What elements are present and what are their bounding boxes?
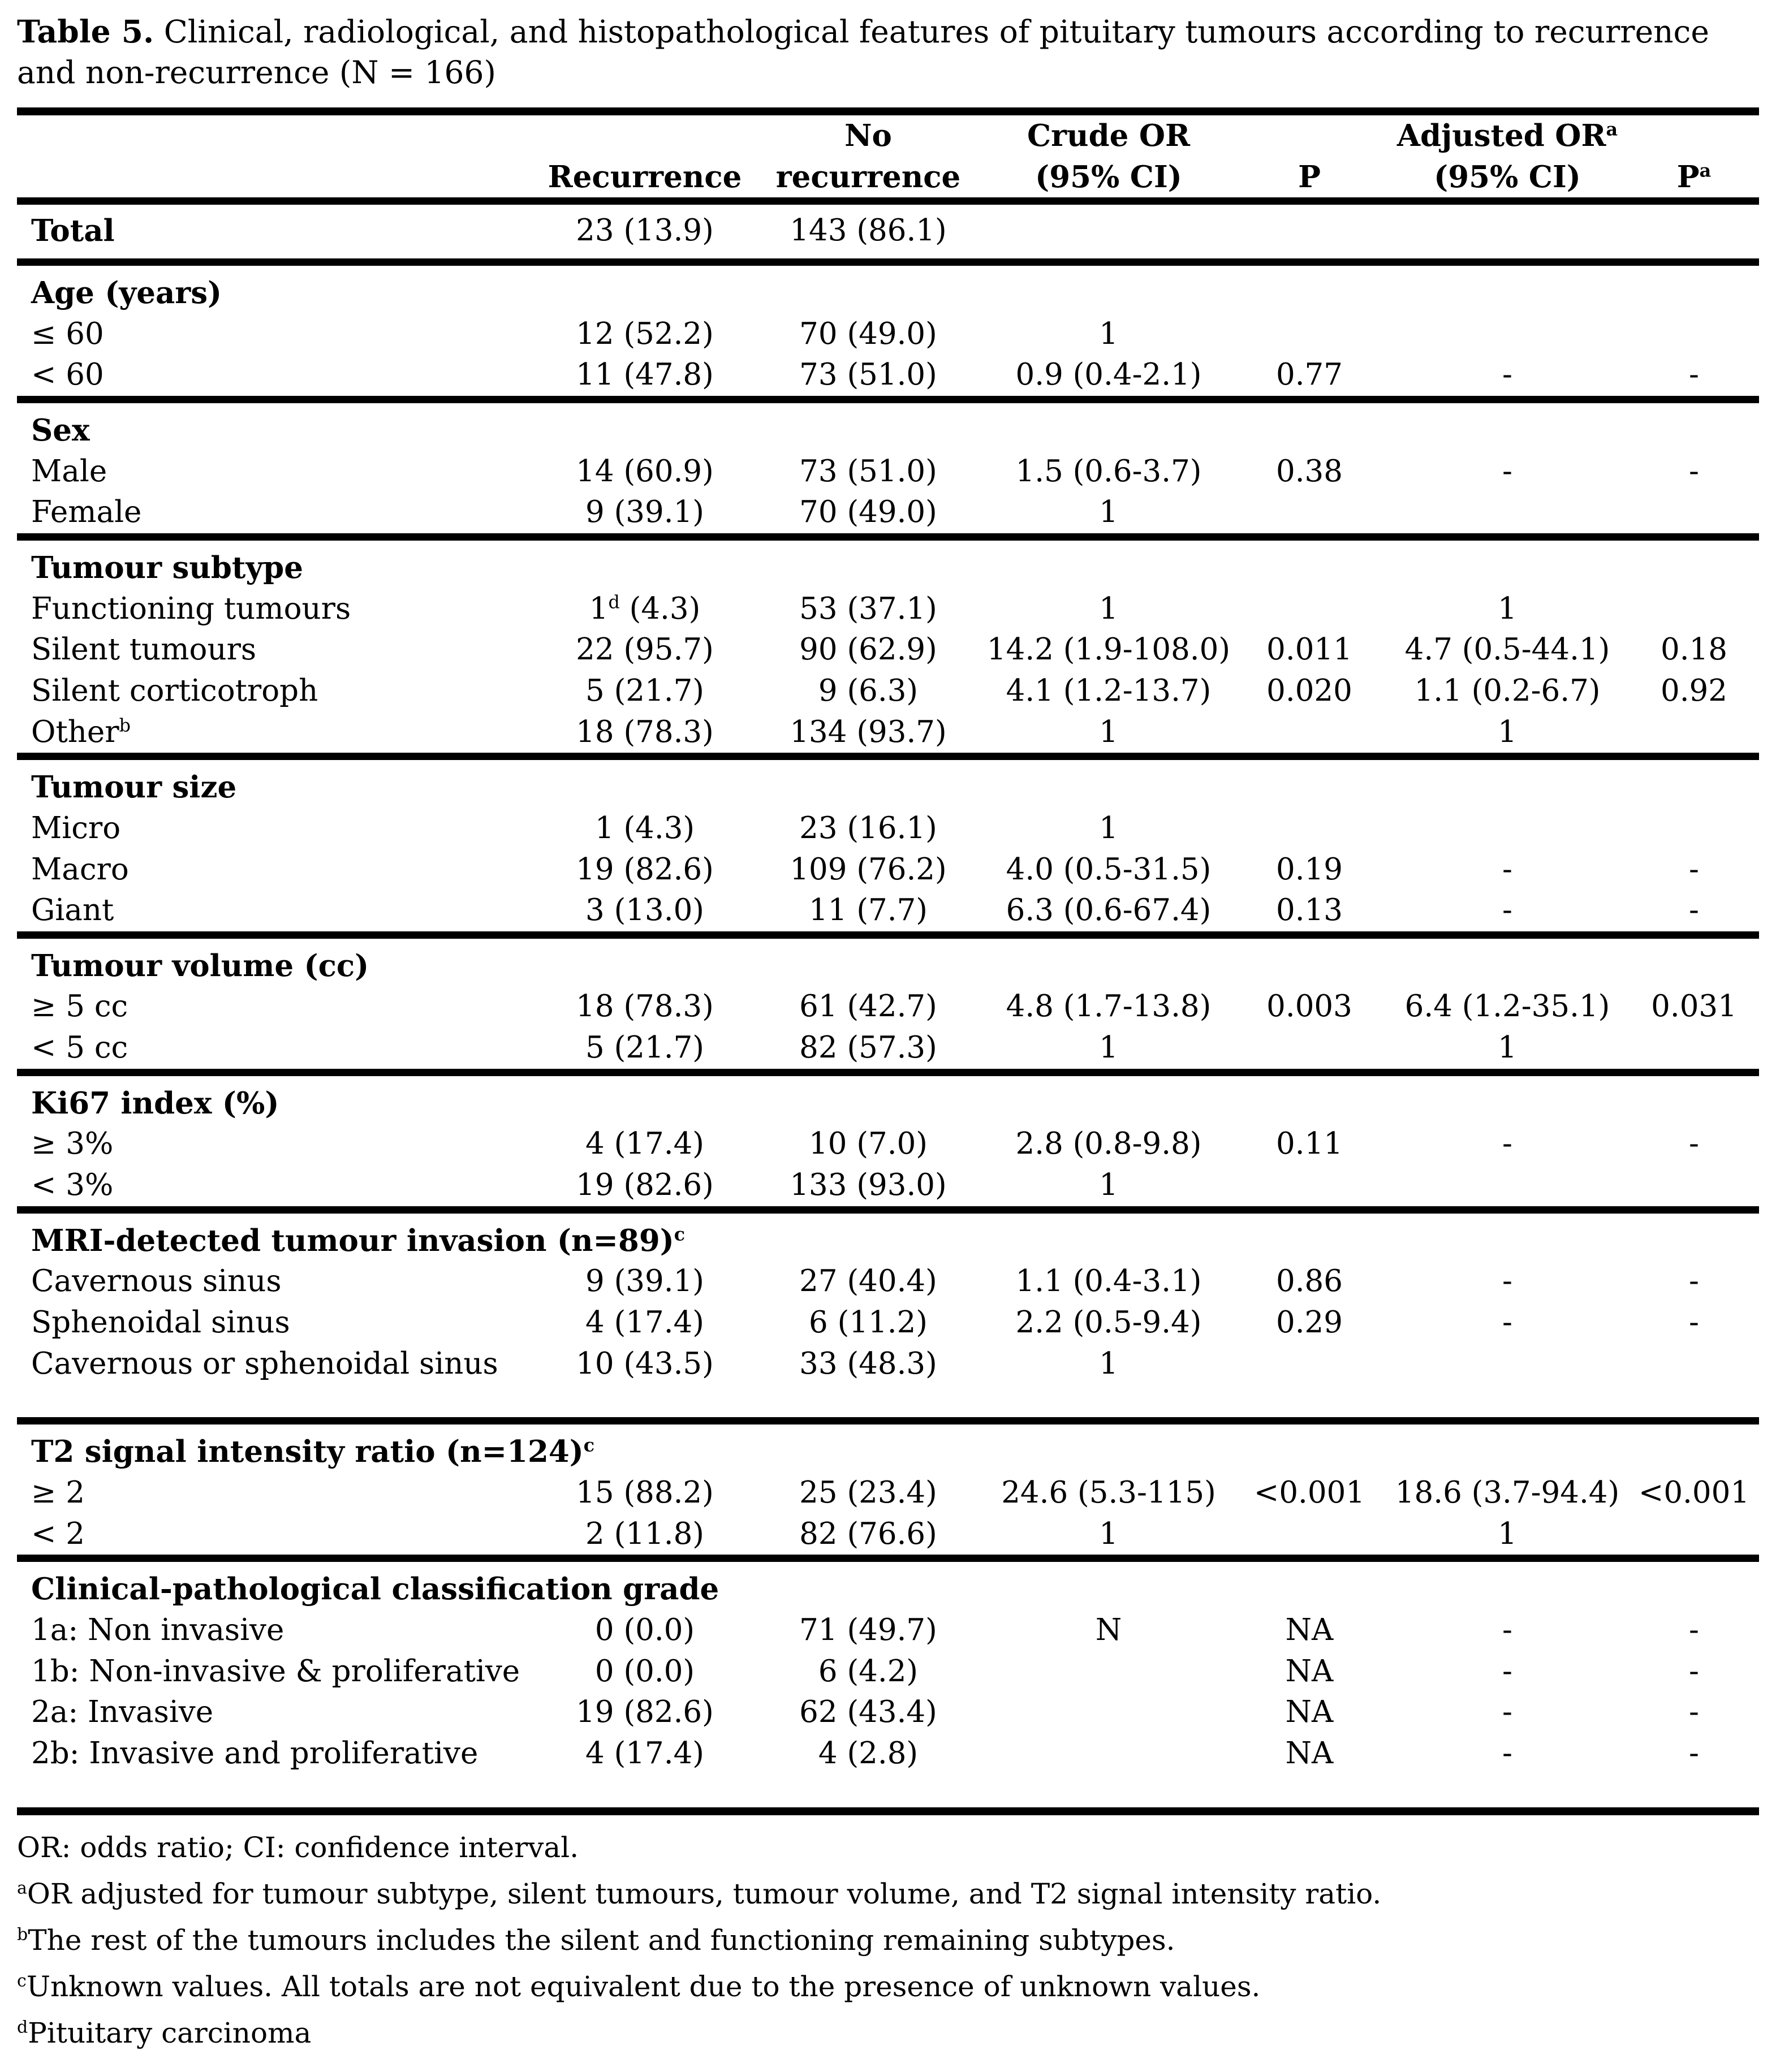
cell-p-adjusted (1629, 1344, 1759, 1421)
cell-adjusted-or: - (1502, 893, 1512, 928)
section-age (17, 262, 1759, 399)
cell-feature: Cavernous or sphenoidal sinus (31, 1346, 498, 1381)
section-header-classification: Clinical-pathological classification grade (31, 1572, 719, 1607)
column-header-no-recurrence-line2: recurrence (775, 159, 961, 195)
cell-p-adjusted: 0.031 (1651, 989, 1737, 1024)
section-header-row (17, 537, 1759, 588)
cell-adjusted-or (1386, 201, 1629, 262)
cell-adjusted-or: 18.6 (3.7-94.4) (1395, 1475, 1620, 1510)
cell-feature: Sphenoidal sinus (31, 1305, 290, 1340)
cell-crude-or (984, 201, 1233, 262)
cell-recurrence: 11 (47.8) (576, 357, 714, 392)
cell-p-value: 0.77 (1275, 357, 1343, 392)
cell-p-adjusted (1629, 492, 1759, 537)
cell-feature: Total (31, 213, 115, 249)
cell-feature: 1a: Non invasive (31, 1613, 284, 1647)
table-header (17, 111, 1759, 201)
cell-adjusted-or (1386, 492, 1629, 537)
cell-recurrence: 1$^d$ (4.3) (589, 591, 701, 626)
cell-crude-or (984, 1651, 1233, 1693)
cell-no-recurrence: 23 (16.1) (799, 810, 937, 845)
cell-crude-or: 1.5 (0.6-3.7) (1015, 454, 1202, 489)
cell-p-value (1233, 712, 1386, 757)
cell-feature: Giant (31, 893, 114, 928)
cell-recurrence: 5 (21.7) (585, 1030, 704, 1065)
table-row (17, 1651, 1759, 1693)
section-total (17, 201, 1759, 262)
cell-adjusted-or: - (1502, 852, 1512, 887)
cell-crude-or (984, 1692, 1233, 1733)
section-header-row (17, 757, 1759, 808)
cell-crude-or: 6.3 (0.6-67.4) (1006, 893, 1212, 928)
cell-p-adjusted (1629, 589, 1759, 630)
cell-adjusted-or: - (1502, 1654, 1512, 1689)
table-row (17, 1344, 1759, 1421)
column-header-p-adjusted-line1 (1629, 111, 1759, 157)
cell-feature: Cavernous sinus (31, 1264, 282, 1299)
column-header-no-recurrence-line1: No (844, 118, 892, 153)
section-header-tumour-size: Tumour size (31, 770, 237, 805)
section-ki67-index (17, 1072, 1759, 1210)
cell-crude-or: 4.0 (0.5-31.5) (1006, 852, 1212, 887)
cell-p-value: NA (1285, 1654, 1334, 1689)
cell-p-adjusted: - (1689, 357, 1699, 392)
footnote: $^b$The rest of the tumours includes the silent and functioning remaining subtypes. (17, 1923, 1175, 1957)
cell-p-value: 0.86 (1275, 1264, 1343, 1299)
footnote: $^a$OR adjusted for tumour subtype, silent tumours, tumour volume, and T2 signal intensity ratio. (17, 1877, 1382, 1910)
table-row (17, 451, 1759, 493)
cell-p-value: <0.001 (1253, 1475, 1365, 1510)
cell-no-recurrence: 70 (49.0) (799, 495, 937, 530)
cell-no-recurrence: 71 (49.7) (799, 1613, 937, 1647)
table-caption-label: Table 5. (17, 13, 154, 50)
column-header-recurrence-line2: Recurrence (548, 159, 742, 195)
cell-no-recurrence: 134 (93.7) (790, 714, 947, 749)
cell-p-value (1233, 1165, 1386, 1210)
cell-adjusted-or (1386, 1344, 1629, 1421)
table-row (17, 201, 1759, 262)
table-caption-text: Clinical, radiological, and histopathological features of pituitary tumours according to recurrence and non-recurrence (N = 166) (17, 14, 1709, 90)
section-header-row (17, 935, 1759, 986)
cell-adjusted-or: - (1502, 1126, 1512, 1162)
cell-crude-or: 2.2 (0.5-9.4) (1015, 1305, 1202, 1340)
table-row (17, 492, 1759, 537)
cell-p-adjusted: <0.001 (1638, 1475, 1750, 1510)
table-row (17, 890, 1759, 935)
header-row-line2 (17, 157, 1759, 201)
cell-p-value (1233, 589, 1386, 630)
column-header-crude-or-line1: Crude OR (1027, 118, 1191, 153)
table-row (17, 1733, 1759, 1811)
cell-recurrence: 0 (0.0) (594, 1654, 695, 1689)
cell-no-recurrence: 11 (7.7) (809, 893, 928, 928)
cell-p-value: 0.003 (1266, 989, 1352, 1024)
cell-feature: < 60 (31, 357, 104, 392)
section-header-row (17, 1559, 1759, 1610)
cell-p-value: 0.13 (1275, 893, 1343, 928)
cell-no-recurrence: 9 (6.3) (818, 673, 919, 708)
cell-no-recurrence: 62 (43.4) (799, 1695, 937, 1730)
cell-crude-or: 4.8 (1.7-13.8) (1006, 989, 1212, 1024)
cell-no-recurrence: 73 (51.0) (799, 357, 937, 392)
cell-no-recurrence: 82 (76.6) (799, 1516, 937, 1551)
cell-adjusted-or: - (1502, 1305, 1512, 1340)
column-header-feature-line2 (17, 157, 537, 201)
cell-p-value (1233, 1514, 1386, 1559)
cell-crude-or: 2.8 (0.8-9.8) (1015, 1126, 1202, 1162)
column-header-p-value-line1 (1233, 111, 1386, 157)
table-row (17, 314, 1759, 355)
cell-p-value: 0.020 (1266, 673, 1352, 708)
cell-p-value: 0.29 (1275, 1305, 1343, 1340)
cell-crude-or: 1 (1099, 1168, 1118, 1203)
section-header-age: Age (years) (31, 275, 222, 310)
cell-p-value: NA (1285, 1736, 1334, 1771)
cell-no-recurrence: 133 (93.0) (790, 1168, 947, 1203)
cell-recurrence: 15 (88.2) (576, 1475, 714, 1510)
footnote: $^d$Pituitary carcinoma (17, 2016, 312, 2049)
cell-adjusted-or: 4.7 (0.5-44.1) (1404, 632, 1610, 667)
cell-p-adjusted: - (1689, 1613, 1699, 1647)
cell-p-value: 0.19 (1275, 852, 1343, 887)
cell-no-recurrence: 10 (7.0) (809, 1126, 928, 1162)
cell-feature: < 5 cc (31, 1030, 128, 1065)
table-row (17, 1302, 1759, 1344)
cell-no-recurrence: 4 (2.8) (818, 1736, 919, 1771)
cell-adjusted-or: - (1502, 454, 1512, 489)
cell-recurrence: 10 (43.5) (576, 1346, 714, 1381)
column-header-p-value-line2: P (1298, 159, 1321, 195)
section-t2-ratio (17, 1421, 1759, 1559)
cell-adjusted-or: - (1502, 1264, 1512, 1299)
column-header-adjusted-or-line1: Adjusted $OR^a$ (1396, 118, 1618, 153)
section-tumour-subtype (17, 537, 1759, 756)
cell-crude-or: 1 (1099, 1030, 1118, 1065)
cell-p-adjusted: - (1689, 852, 1699, 887)
cell-p-adjusted: 0.18 (1660, 632, 1727, 667)
cell-feature: ≥ 3% (31, 1126, 114, 1162)
cell-feature: < 2 (31, 1516, 85, 1551)
cell-p-adjusted (1629, 712, 1759, 757)
cell-recurrence: 22 (95.7) (576, 632, 714, 667)
cell-adjusted-or (1386, 314, 1629, 355)
cell-feature: ≥ 2 (31, 1475, 85, 1510)
cell-recurrence: 5 (21.7) (585, 673, 704, 708)
cell-adjusted-or: 6.4 (1.2-35.1) (1404, 989, 1610, 1024)
cell-crude-or: 0.9 (0.4-2.1) (1015, 357, 1202, 392)
table-row (17, 1028, 1759, 1072)
cell-crude-or: 1 (1099, 1346, 1118, 1381)
section-header-row (17, 1210, 1759, 1261)
cell-crude-or: 1 (1099, 591, 1118, 626)
cell-p-adjusted: - (1689, 454, 1699, 489)
section-header-tumour-volume: Tumour volume (cc) (31, 948, 369, 983)
cell-p-adjusted: - (1689, 1264, 1699, 1299)
cell-p-adjusted: - (1689, 1654, 1699, 1689)
cell-p-adjusted (1629, 1514, 1759, 1559)
cell-crude-or: 14.2 (1.9-108.0) (986, 632, 1231, 667)
cell-crude-or: 1 (1099, 1516, 1118, 1551)
cell-p-adjusted (1629, 314, 1759, 355)
cell-feature: 2b: Invasive and proliferative (31, 1736, 479, 1771)
cell-crude-or: 1 (1099, 316, 1118, 351)
table-row (17, 1124, 1759, 1165)
cell-adjusted-or (1386, 808, 1629, 849)
cell-recurrence: 4 (17.4) (585, 1736, 704, 1771)
cell-adjusted-or: - (1502, 1613, 1512, 1647)
cell-p-value: 0.38 (1275, 454, 1343, 489)
cell-crude-or: 24.6 (5.3-115) (1001, 1475, 1216, 1510)
table-row (17, 671, 1759, 712)
cell-p-value (1233, 492, 1386, 537)
table-row (17, 1514, 1759, 1559)
table-row (17, 629, 1759, 671)
cell-no-recurrence: 90 (62.9) (799, 632, 937, 667)
cell-feature: Macro (31, 852, 129, 887)
cell-feature: ≤ 60 (31, 316, 104, 351)
cell-no-recurrence: 6 (4.2) (818, 1654, 919, 1689)
cell-recurrence: 19 (82.6) (576, 852, 714, 887)
cell-no-recurrence: 61 (42.7) (799, 989, 937, 1024)
column-header-adjusted-or-line2: (95% CI) (1434, 159, 1581, 195)
table-row (17, 355, 1759, 399)
table-row (17, 712, 1759, 757)
cell-recurrence: 4 (17.4) (585, 1126, 704, 1162)
cell-p-value (1233, 1028, 1386, 1072)
cell-p-adjusted (1629, 1165, 1759, 1210)
cell-crude-or: 1 (1099, 810, 1118, 845)
cell-recurrence: 12 (52.2) (576, 316, 714, 351)
footnote: $^c$Unknown values. All totals are not equivalent due to the presence of unknown values. (17, 1970, 1261, 2003)
cell-p-value: 0.11 (1275, 1126, 1343, 1162)
cell-no-recurrence: 6 (11.2) (809, 1305, 928, 1340)
table-row (17, 849, 1759, 891)
cell-no-recurrence: 53 (37.1) (799, 591, 937, 626)
section-header-row (17, 262, 1759, 313)
cell-adjusted-or (1386, 1165, 1629, 1210)
cell-p-value (1233, 314, 1386, 355)
cell-recurrence: 0 (0.0) (594, 1613, 695, 1647)
table-row (17, 986, 1759, 1028)
cell-recurrence: 18 (78.3) (576, 714, 714, 749)
cell-no-recurrence: 70 (49.0) (799, 316, 937, 351)
cell-feature: Silent tumours (31, 632, 257, 667)
cell-recurrence: 23 (13.9) (576, 213, 714, 248)
cell-no-recurrence: 33 (48.3) (799, 1346, 937, 1381)
cell-p-adjusted: - (1689, 1736, 1699, 1771)
cell-feature: < 3% (31, 1168, 114, 1203)
section-header-sex: Sex (31, 412, 90, 448)
cell-p-adjusted (1629, 201, 1759, 262)
cell-crude-or: N (1095, 1613, 1122, 1647)
cell-feature: 2a: Invasive (31, 1695, 214, 1730)
cell-p-value: NA (1285, 1695, 1334, 1730)
cell-no-recurrence: 25 (23.4) (799, 1475, 937, 1510)
cell-crude-or: 1 (1099, 495, 1118, 530)
cell-recurrence: 18 (78.3) (576, 989, 714, 1024)
cell-p-value (1233, 1344, 1386, 1421)
cell-feature: Micro (31, 810, 121, 845)
cell-p-value (1233, 808, 1386, 849)
cell-recurrence: 9 (39.1) (585, 1264, 704, 1299)
section-tumour-size (17, 757, 1759, 935)
table-caption (17, 11, 1759, 93)
cell-p-adjusted: 0.92 (1660, 673, 1727, 708)
section-tumour-volume (17, 935, 1759, 1072)
features-table (17, 107, 1759, 1815)
cell-p-adjusted: - (1689, 1695, 1699, 1730)
footnotes-block (17, 1829, 1759, 2052)
cell-no-recurrence: 73 (51.0) (799, 454, 937, 489)
header-row-line1 (17, 111, 1759, 157)
cell-p-value: 0.011 (1266, 632, 1352, 667)
cell-recurrence: 9 (39.1) (585, 495, 704, 530)
section-header-t2-ratio: T2 signal intensity ratio (n=124)$^c$ (31, 1434, 595, 1470)
column-header-recurrence-line1 (537, 111, 752, 157)
cell-adjusted-or: - (1502, 357, 1512, 392)
cell-p-adjusted: - (1689, 1126, 1699, 1162)
table-row (17, 1165, 1759, 1210)
cell-adjusted-or: 1 (1498, 1030, 1517, 1065)
cell-crude-or: 4.1 (1.2-13.7) (1006, 673, 1212, 708)
section-mri-invasion (17, 1210, 1759, 1421)
footnote: OR: odds ratio; CI: confidence interval. (17, 1831, 579, 1864)
cell-feature: 1b: Non-invasive & proliferative (31, 1654, 520, 1689)
cell-feature: Silent corticotroph (31, 673, 318, 708)
cell-recurrence: 19 (82.6) (576, 1168, 714, 1203)
cell-no-recurrence: 82 (57.3) (799, 1030, 937, 1065)
cell-adjusted-or: 1 (1498, 591, 1517, 626)
cell-recurrence: 19 (82.6) (576, 1695, 714, 1730)
cell-crude-or (984, 1733, 1233, 1811)
table-row (17, 589, 1759, 630)
cell-p-adjusted (1629, 808, 1759, 849)
section-header-mri-invasion: MRI-detected tumour invasion (n=89)$^c$ (31, 1223, 686, 1258)
section-sex (17, 399, 1759, 537)
cell-feature: Functioning tumours (31, 591, 351, 626)
cell-adjusted-or: 1.1 (0.2-6.7) (1414, 673, 1601, 708)
table-row (17, 1692, 1759, 1733)
cell-p-adjusted: - (1689, 1305, 1699, 1340)
cell-p-value (1233, 201, 1386, 262)
cell-recurrence: 2 (11.8) (585, 1516, 704, 1551)
cell-p-adjusted (1629, 1028, 1759, 1072)
table-row (17, 1473, 1759, 1514)
section-header-row (17, 1072, 1759, 1124)
cell-no-recurrence: 143 (86.1) (790, 213, 947, 248)
table-row (17, 1261, 1759, 1302)
cell-crude-or: 1 (1099, 714, 1118, 749)
cell-adjusted-or: - (1502, 1695, 1512, 1730)
table-row (17, 808, 1759, 849)
cell-recurrence: 14 (60.9) (576, 454, 714, 489)
cell-p-adjusted: - (1689, 893, 1699, 928)
section-header-row (17, 399, 1759, 451)
table-row (17, 1610, 1759, 1651)
cell-recurrence: 3 (13.0) (585, 893, 704, 928)
cell-feature: ≥ 5 cc (31, 989, 128, 1024)
cell-no-recurrence: 109 (76.2) (790, 852, 947, 887)
section-header-ki67-index: Ki67 index (%) (31, 1085, 279, 1121)
cell-recurrence: 4 (17.4) (585, 1305, 704, 1340)
column-header-p-adjusted-line2: $P^a$ (1676, 159, 1712, 195)
cell-p-value: NA (1285, 1613, 1334, 1647)
cell-no-recurrence: 27 (40.4) (799, 1264, 937, 1299)
cell-feature: Other$^b$ (31, 714, 131, 749)
cell-feature: Female (31, 495, 142, 530)
cell-adjusted-or: - (1502, 1736, 1512, 1771)
cell-feature: Male (31, 454, 107, 489)
cell-adjusted-or: 1 (1498, 714, 1517, 749)
section-header-row (17, 1421, 1759, 1473)
column-header-feature-line1 (17, 111, 537, 157)
cell-crude-or: 1.1 (0.4-3.1) (1015, 1264, 1202, 1299)
section-classification (17, 1559, 1759, 1811)
column-header-crude-or-line2: (95% CI) (1035, 159, 1182, 195)
section-header-tumour-subtype: Tumour subtype (31, 550, 303, 585)
cell-recurrence: 1 (4.3) (594, 810, 695, 845)
cell-adjusted-or: 1 (1498, 1516, 1517, 1551)
